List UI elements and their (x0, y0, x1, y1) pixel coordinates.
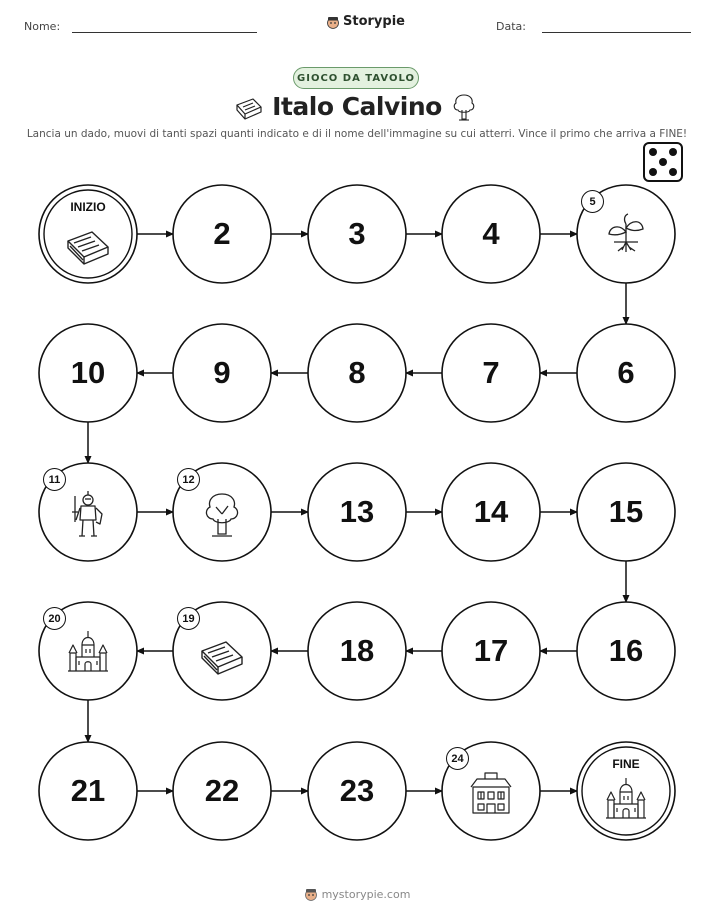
brand-name: Storypie (343, 14, 405, 29)
cell-number: 2 (213, 216, 231, 251)
cell-number-badge: 20 (43, 607, 66, 630)
cell-number: 7 (482, 355, 500, 390)
end-label: FINE (612, 757, 640, 771)
cell-number-badge: 5 (581, 190, 604, 213)
game-type-badge: GIOCO DA TAVOLO (293, 67, 419, 89)
cell-number-badge: 19 (177, 607, 200, 630)
cell-number: 21 (70, 773, 106, 808)
start-label: INIZIO (70, 200, 106, 214)
footer (0, 887, 714, 901)
cell-number: 10 (70, 355, 106, 390)
name-label: Nome: (24, 20, 61, 33)
instructions: Lancia un dado, muovi di tanti spazi quanti indicato e di il nome dell'immagine su cui atterri. Vince il primo che arriva a FINE! (26, 128, 688, 140)
cell-number-badge: 11 (43, 468, 66, 491)
cell-number: 4 (482, 216, 500, 251)
cell-number: 23 (339, 773, 375, 808)
mascot-icon (304, 887, 318, 901)
cell-number: 22 (204, 773, 240, 808)
cell-number: 3 (348, 216, 366, 251)
cell-number-badge: 24 (446, 747, 469, 770)
cell-number: 15 (608, 494, 644, 529)
cell-number: 6 (617, 355, 635, 390)
cell-number: 16 (608, 633, 644, 668)
footer-url: mystorypie.com (321, 887, 411, 901)
cell-number: 8 (348, 355, 366, 390)
cell-number: 13 (339, 494, 375, 529)
page-title: Italo Calvino (272, 92, 442, 121)
cell-number-badge: 12 (177, 468, 200, 491)
cell-number: 14 (473, 494, 509, 529)
cell-number: 18 (339, 633, 375, 668)
cell-number: 9 (213, 355, 231, 390)
cell-number: 17 (473, 633, 509, 668)
date-label: Data: (496, 20, 526, 33)
